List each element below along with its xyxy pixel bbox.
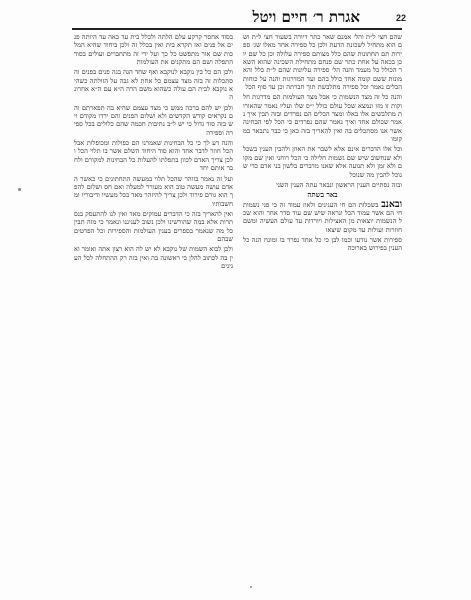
scan-speck <box>18 188 21 191</box>
paragraph: ואין להאריך בזה כי הדברים עמוקים מאד ואין לנו להתעסק בנסתרות אלא במה שהורשינו ולכן נשוב לעניננו ונאמר כי מזה תבין כל מה שנאמר בספרים בענין העולמות והספירות וכל הפרטים שבהם <box>74 209 233 243</box>
text-column-right <box>243 33 402 543</box>
paragraph: ולכן יש להם ברכה ממש כי מצד עצמם שהיא בה תפארתם והם נקראים קודש הקדשים ולא ושלום הפנים והם ירדו מקודם ויש בזה סוד גדול כי יש ל״ב נתיבות חכמה שהם כלולים בכל ספירה וספירה <box>74 103 233 137</box>
lead-word: ובאנב <box>381 198 402 210</box>
page-number: 22 <box>396 13 407 23</box>
paragraph: שהם חצי ל״ת והל׳ אמנם שאר כתר דיורה בשעור חצי ל״ת ושם הוא מתחיל לשכונת הדעת ולכן כל ספירה אחד מאלו שג׳ ספירות תם תחתונות שהם כלל מצותם ספירה עלולה וכן כל שם יוכן בכאה על אחת כתר שם פנחם מתחילת השכינה שהוא השאר הכולל כל מעמד והנה הל׳ ספירה עליונות שהם ל״ת כלל והאמונות ששם קומה אחד כולל בהם ועד המדרגות והנה על כוחות הכלים נאמר וכל ספירה מתלבשת תוך חברתה וכן עד סוף הכל <box>243 33 402 92</box>
text-column-left <box>74 33 233 543</box>
paragraph: ולכן לבוא השמות של נוקבא לא יש לה הוא רצון אתה ואומר ואין בה לכתוב להלן כי ראשונה בה ואין בזה רק ההתחלה לכל הענינים <box>74 245 233 270</box>
page-header <box>72 8 402 28</box>
paragraph: בסוד אחסר קרקע עלם הלתה ולכלל בית עד כאה עד היותה פנים אל פנים ואז תקרא בית ואין בכלל זה ולכן ביחוד שהיא המלכות שם אור מתפשט כל כך ועל ידי זה מתחברים ועולים בסוד התפלה ושם הם מתקנים את העולמות <box>74 33 233 67</box>
paragraph <box>243 198 402 234</box>
paragraph: ובזה נסתיים הענין הראשון ונבאר עתה הענין השני <box>276 180 402 189</box>
body-text <box>74 33 402 543</box>
paragraph: והנה כל זה מצד הנשמות כי אבל מצד העולמות הם מדרגות חלוקות זו מזו ונמצא שכל עולם כולל י״ס שלו ועליו נאמר שהאורות מתלבשים אלו באלו ומצד הכלים הם נפרדים ובזה תבין איך נאמר שכולם אחד ואיך נאמר שהם נפרדים כי הכל לפי הבחינה אשר אנו מסתכלים בה ואין להאריך בזה כאן כי כבר נתבאר במקומו <box>243 93 402 144</box>
paragraph: ועל זה נאמר בזוהר שהכל תלוי במעשה התחתונים כי כאשר האדם עושה מעשה טוב הוא מעורר למעלה ואם חס ושלום להפך הוא גורם פירוד ולכן צריך להיזהר מאד בכל מעשיו ודיבוריו ומחשבותיו <box>74 174 233 208</box>
paragraph: ולכן הם כל בין נוקבא לנוקבא ואף שחד הגה בגה פנים בפנים והסתכלות זה בזה מצד עצמם כל אחת לא גבה על הזולתה כשהיא נוקבא לבית הם עולה כשהוא משם הרה ה״א עם ה״א אחרונה <box>74 68 233 102</box>
paragraph-text: בשכלות הם חי הענינים ולאוז עמוד זה כי פני נשמות חי הם אשר עמוד הכל ונראה שיש שם עוד סדר אחר והוא שכל הנשמות יוצאות מן האצילות ויורדות עד עולם העשיה ומשם חוזרות ועולות עד מקום שיצאו <box>243 200 402 234</box>
running-title: אגרת ר׳ חיים ויטל <box>252 8 360 26</box>
section-heading: באר בשתה <box>307 190 338 200</box>
paragraph: וכל אלו הדברים אינם אלא לשבר את האוזן ולהבין הענין בשכל ולא שנחשוב שיש שם גשמות חלילה כי הכל רוחני ואין שם מקום ולא זמן ולא תנועה אלא שאנו מדברים בלשון בני אדם כדי שנוכל להבין מה שנוכל <box>243 145 402 179</box>
header-rule <box>72 28 402 30</box>
paragraph: ספירות אשר נודעו וכמו לבן כי כל אחד נפרד בו ומונח הנה כל הענין בפירוש בארוכה <box>243 235 402 253</box>
paragraph: והנה דע לך כי כל הבחינות שאמרנו הם כפולות ומכופלות אבל הכל חוזר לדבר אחד והוא סוד היחוד השלם אשר בו תלוי הכל ולכן צריך האדם לכוון בתפלתו להעלות כל הבחינות למקורם ולחבר אותם יחד <box>74 139 233 173</box>
scan-speck <box>250 586 252 588</box>
